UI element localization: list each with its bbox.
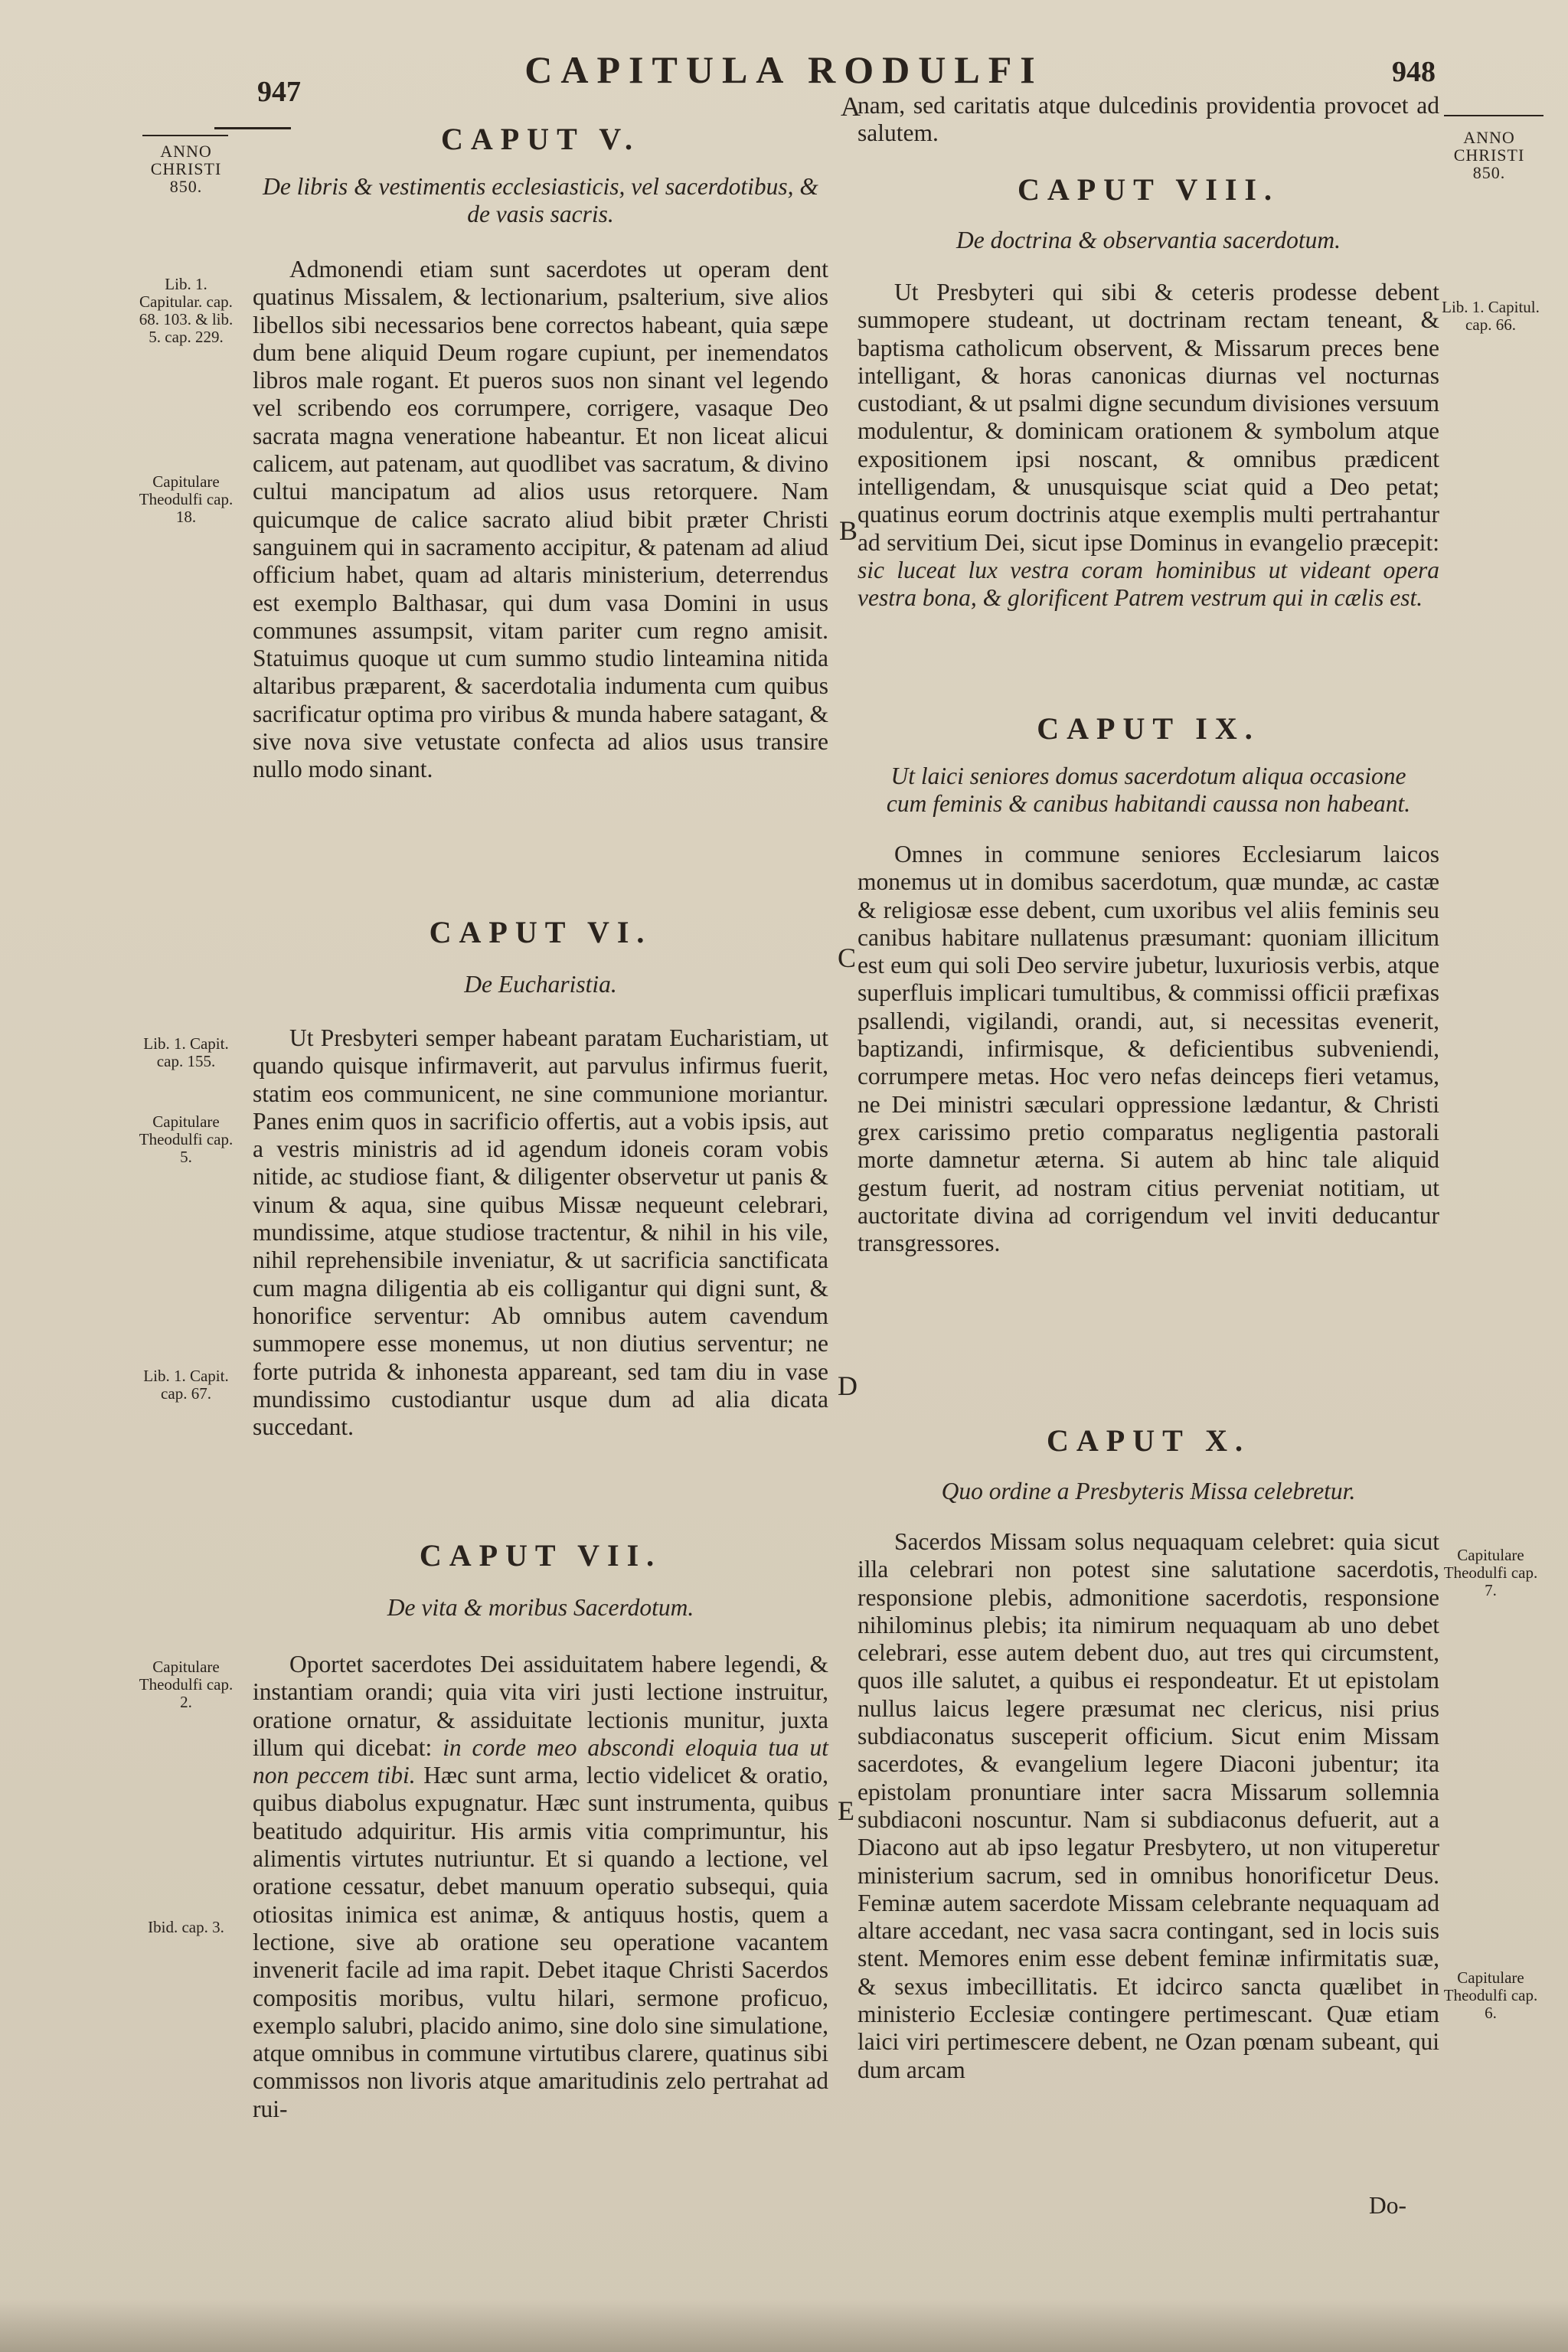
running-title: CAPITULA RODULFI: [524, 48, 1044, 91]
margin-note: Capitulare Theodulfi cap. 6.: [1443, 1968, 1538, 2022]
margin-note: Ibid. cap. 3.: [148, 1918, 224, 1936]
chapter-8: [858, 173, 1439, 612]
chapter-text: Oportet sacerdotes Dei assiduitatem habere legendi, & instantiam orandi; quia vita viri justi lectione instruitur, oratione ornatur, & assiduitate lectionis munitur, juxta illum qui dicebat: in corde meo abscondi eloquia tua ut non peccem tibi. Hæc sunt arma, lectio videlicet & oratio, quibus diabolus expugnatur. Hæc sunt instrumenta, quibus beatitudo adquiritur. His armis vitia comprimuntur, his alimentis virtutes nutriuntur. Et si quando a lectione, vel oratione cessatur, debet manuum operatio subsequi, quia otiositas inimica est animæ, & antiquus hostis, quem a lectione, sive ab oratione seu operatione vacantem invenerit facile ad ima rapit. Debet itaque Christi Sacerdos compositis moribus, vultu hilari, sermone proficuo, exemplo salubri, placido animo, sine dolo sine simulatione, atque omnibus in commune virtutibus clarere, quatinus sibi commissos non livoris atque amaritudinis zelo pertrahat ad rui-: [253, 1651, 828, 2122]
margin-note: Capitulare Theodulfi cap. 7.: [1443, 1546, 1538, 1599]
catchword: Do-: [1369, 2192, 1406, 2219]
section-letter-e: E: [838, 1795, 854, 1826]
anno-christi-right: ANNO CHRISTI 850.: [1453, 128, 1525, 182]
chapter-text: Sacerdos Missam solus nequaquam celebret: quia sicut illa celebrari non potest sine salutatione sacerdotis, responsione plebis, admonitione sacerdotis, responsione nihilominus plebis; ita nimirum nequaquam ab uno debet celebrari, esse autem debent duo, aut tres qui circumstent, quos ille salutet, a quibus ei respondeatur. Et ut epistolam nullus laicus legere præsumat nec clericus, nisi prius subdiaconatus susceperit officium. Sicut enim Missam sacerdotes, & evangelium legere Diaconi jubentur; ita epistolam pronuntiare inter sacra Missarum sollemnia subdiaconi noscuntur. Nam si subdiaconus defuerit, aut a Diacono aut ab ipso legatur Presbytero, ut non vituperetur ministerium sacrum, sed in omnibus honorificetur Deus. Feminæ autem sacerdote Missam celebrante nequaquam ad altare accedant, nec vasa sacra contingant, sed in locis suis stent. Memores enim esse debent feminæ infirmitatis suæ, & sexus imbecillitatis. Et idcirco sancta quælibet in ministerio Ecclesiæ contingere pertimescant. Quæ etiam laici viri pertimescere debent, ne Ozan pœnam subeant, qui dum arcam: [858, 1528, 1439, 2083]
chapter-10: [858, 1424, 1439, 2084]
chapter-7: [253, 1539, 828, 2123]
section-letter-b: B: [839, 515, 858, 546]
chapter-heading: CAPUT IX.: [1037, 711, 1260, 746]
margin-note: Capitulare Theodulfi cap. 5.: [139, 1112, 234, 1166]
chapter-heading: CAPUT VI.: [429, 915, 652, 949]
scripture-quote: sic luceat lux vestra coram hominibus ut videant opera vestra bona, & glorificent Patrem vestrum qui in cælis est.: [858, 556, 1439, 612]
chapter-text: Ut Presbyteri semper habeant paratam Eucharistiam, ut quando quisque infirmaverit, aut parvulus infirmus fuerit, statim eos communicent, ne sine communione moriantur. Panes enim quos in sacrificio offertis, aut a vobis ipsis, aut a vestris ministris ad id agendum idoneis coram vobis nitide, ac studiose fiant, & diligenter observetur ut panis & vinum & aqua, sine quibus Missæ nequeunt celebrari, mundissime, atque studiose tractentur, & nihil in his vile, nihil reprehensibile inveniatur, & ut sacrificia sanctificata cum magna diligentia ab eis colligantur qui digni sunt, & honorifice serventur: Ab omnibus autem cavendum summopere esse monemus, ut non diutius serventur; ne forte putrida & inhonesta appareant, sed tam diu in vase mundissimo custodiantur usque dum ad alia dicata succedant.: [253, 1024, 828, 1441]
chapter-heading: CAPUT VIII.: [1018, 172, 1279, 207]
page-number-left: 947: [257, 76, 301, 108]
section-letter-c: C: [838, 942, 857, 973]
margin-note: Lib. 1. Capitular. cap. 68. 103. & lib. 5. cap. 229.: [139, 275, 234, 346]
section-letter-d: D: [838, 1370, 858, 1401]
scripture-quote: in corde meo abscondi eloquia tua ut non peccem tibi.: [253, 1733, 828, 1789]
margin-note: Capitulare Theodulfi cap. 2.: [139, 1658, 234, 1711]
anno-rule-right: [1444, 115, 1544, 116]
chapter-subtitle: De doctrina & observantia sacerdotum.: [956, 227, 1341, 253]
chapter-text: Admonendi etiam sunt sacerdotes ut operam dent quatinus Missalem, & lectionarium, psalterium, sive alios libellos sibi necessarios bene correctos habeant, quia sæpe dum bene aliquid Deum rogare cupiunt, per inemendatos libros male rogant. Et pueros suos non sinant vel legendo vel scribendo eos corrumpere, corrigere, vasaque Deo sacrata magna veneratione habeantur. Et non liceat alicui calicem, aut patenam, aut quodlibet vas sacratum, & divino cultui mancipatum ad alios usus retorquere. Nam quicumque de calice sacrato aliud bibit præter Christi sanguinem qui in sacramento accipitur, & patenam ad aliud officium habet, quam ad altaris ministerium, deterrendus est exemplo Balthasar, qui dum vasa Domini in usus communes assumpsit, vitam pariter cum regno amisit. Statuimus quoque ut cum summo studio linteamina nitida altaribus præparent, & sacerdotalia indumenta cum quibus sacrificatur optima pro viribus & munda habere satagant, & sive nova sive vetustate confecta ad alios usus transire nullo modo sinant.: [253, 256, 828, 783]
anno-christi-left: ANNO CHRISTI 850.: [150, 142, 222, 196]
chapter-7-continuation: [858, 92, 1439, 148]
chapter-heading: CAPUT V.: [440, 122, 641, 156]
chapter-subtitle: Quo ordine a Presbyteris Missa celebretur.: [941, 1478, 1356, 1504]
chapter-heading: CAPUT VII.: [419, 1538, 662, 1573]
section-letter-a: A: [841, 91, 861, 122]
chapter-5: [253, 122, 828, 784]
margin-note: Capitulare Theodulfi cap. 18.: [139, 472, 234, 526]
page-number-right: 948: [1392, 56, 1436, 88]
chapter-subtitle: De Eucharistia.: [464, 971, 617, 998]
chapter-subtitle: Ut laici seniores domus sacerdotum aliqua occasione cum feminis & canibus habitandi caussa non habeant.: [886, 763, 1411, 817]
chapter-6: [253, 916, 828, 1441]
margin-note: Lib. 1. Capit. cap. 67.: [143, 1367, 229, 1403]
chapter-subtitle: De vita & moribus Sacerdotum.: [387, 1594, 694, 1621]
chapter-text: Omnes in commune seniores Ecclesiarum laicos monemus ut in domibus sacerdotum, quæ mundæ, ac castæ & religiosæ esse debent, cum uxoribus vel aliis feminis seu canibus habitare nullatenus præsumant: quoniam illicitum est eum qui soli Deo servire jubetur, luxuriosis verbis, atque superfluis implicari tumultibus, & commissi officii præfixas psallendi, vigilandi, orandi, aut, si necessitas evenerit, baptizandi, infirmisque, & deficientibus subveniendi, corrumpere metas. Hoc vero nefas deinceps fieri vetamus, ne Dei ministri sæculari oppressione lædantur, & Christi grex carissimo pretio comparatus negligentia pastorali morte damnetur æterna. Si autem ab hinc tale aliquid gestum fuerit, ad nostram citius perveniat notitiam, ut auctoritate divina ad corrigendum vel inviti deducantur transgressores.: [858, 841, 1439, 1257]
page-shadow: [0, 2298, 1568, 2352]
chapter-text: Ut Presbyteri qui sibi & ceteris prodesse debent summopere studeant, ut doctrinam rectam teneant, & baptisma catholicum observent, & Missarum preces bene intelligant, & horas canonicas diurnas vel nocturnas custodiant, & ut psalmi digne secundum divisiones versuum modulentur, & dominicam orationem & symbolum atque expositionem ipsi noscant, & omnibus prædicent intelligendam, & unusquisque sciat quid a Deo petat; quatinus eorum doctrinis atque exemplis multi pertrahantur ad servitium Dei, sicut ipse Dominus in evangelio præcepit: sic luceat lux vestra coram hominibus ut videant opera vestra bona, & glorificent Patrem vestrum qui in cælis est.: [858, 279, 1439, 612]
chapter-9: [858, 712, 1439, 1257]
margin-note: Lib. 1. Capit. cap. 155.: [143, 1034, 229, 1070]
chapter-heading: CAPUT X.: [1047, 1423, 1250, 1458]
chapter-subtitle: De libris & vestimentis ecclesiasticis, vel sacerdotibus, & de vasis sacris.: [263, 173, 818, 227]
anno-rule-left: [142, 135, 228, 136]
continuation-text: nam, sed caritatis atque dulcedinis providentia provocet ad salutem.: [858, 92, 1439, 147]
margin-note: Lib. 1. Capitul. cap. 66.: [1442, 298, 1540, 334]
